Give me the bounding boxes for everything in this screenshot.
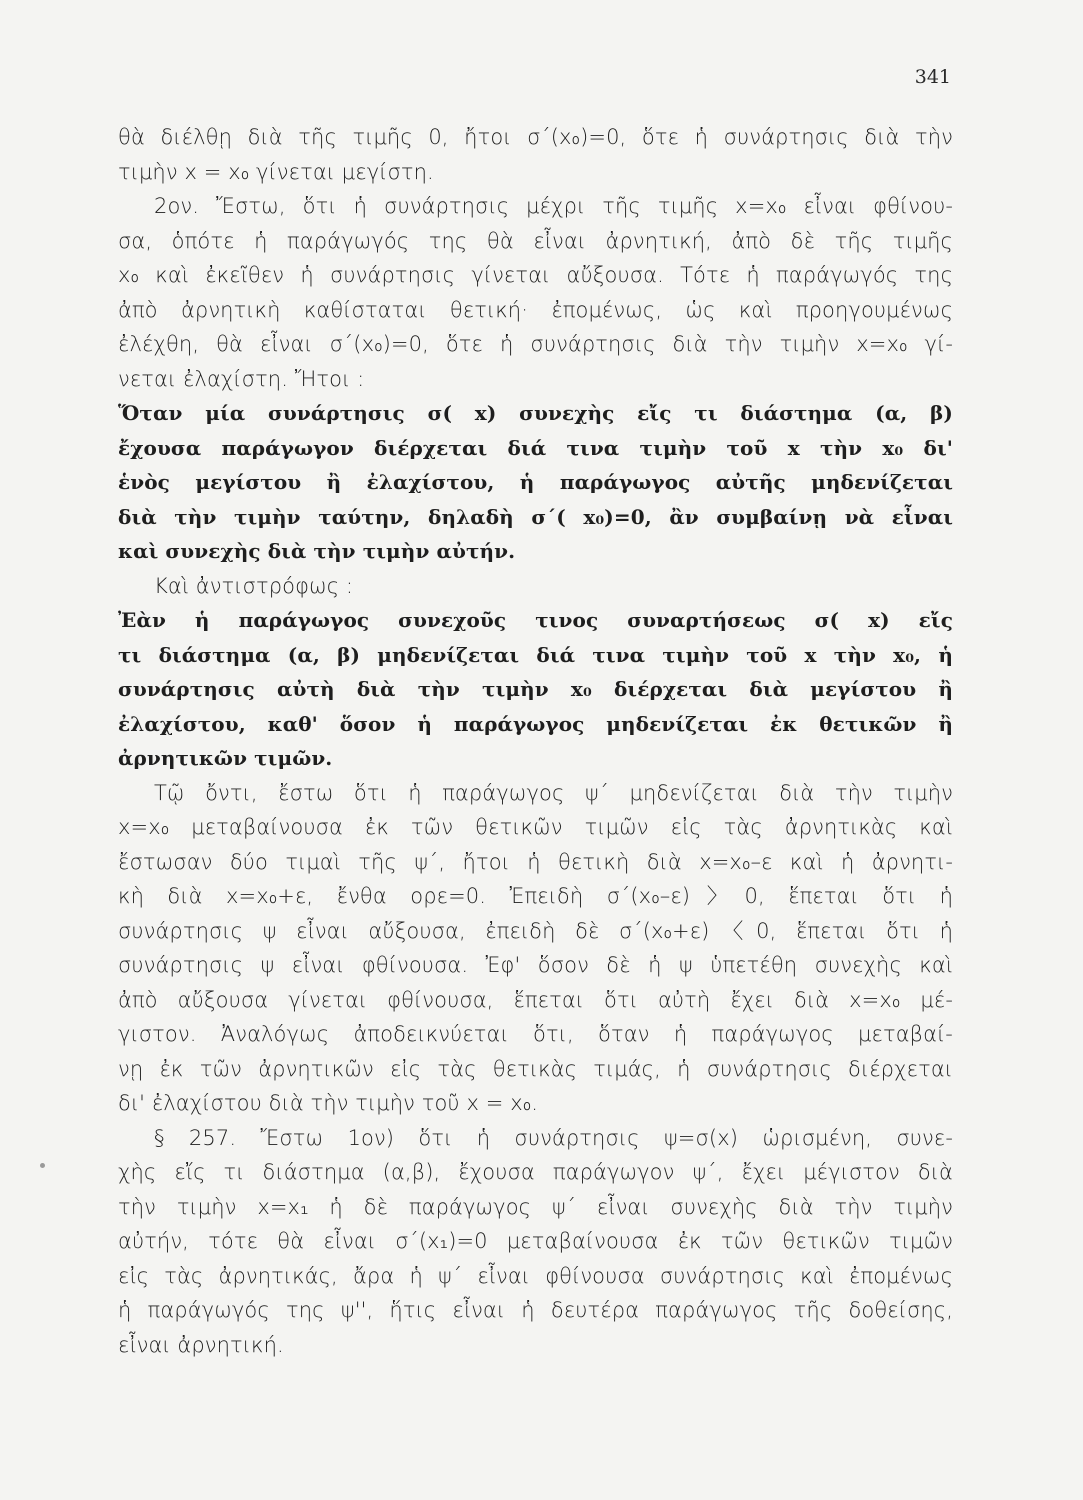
text-line: συνάρτησις ψ εἶναι φθίνουσα. Ἐφ' ὅσον δὲ ἡ ψ ὑπετέθη συνεχὴς καὶ	[118, 953, 953, 977]
text-line: δι' ἐλαχίστου διὰ τὴν τιμὴν τοῦ x = x₀.	[118, 1091, 539, 1115]
text-line: εἶναι ἀρνητική.	[118, 1332, 284, 1357]
theorem-line: διὰ τὴν τιμὴν ταύτην, δηλαδὴ σ΄( x₀)=0, ἂν συμβαίνῃ νὰ εἶναι	[118, 504, 953, 529]
text-line: συνάρτησις ψ εἶναι αὔξουσα, ἐπειδὴ δὲ σ΄(x₀+ε)〈0, ἕπεται ὅτι ἡ	[118, 918, 953, 943]
text-line: νῃ ἐκ τῶν ἀρνητικῶν εἰς τὰς θετικὰς τιμάς, ἡ συνάρτησις διέρχεται	[118, 1056, 953, 1081]
theorem-line: Ἐὰν ἡ παράγωγος συνεχοῦς τινος συναρτήσεως σ( x) εἴς	[118, 608, 953, 632]
text-line: εἰς τὰς ἀρνητικάς, ἄρα ἡ ψ΄ εἶναι φθίνουσα συνάρτησις καὶ ἐπομένως	[118, 1263, 953, 1288]
text-line: 2ον. Ἔστω, ὅτι ἡ συνάρτησις μέχρι τῆς τιμῆς x=x₀ εἶναι φθίνου-	[154, 194, 953, 218]
text-line: ἔστωσαν δύο τιμαὶ τῆς ψ΄, ἤτοι ἡ θετικὴ διὰ x=x₀–ε καὶ ἡ ἀρνητι-	[118, 849, 953, 874]
text-line: χὴς εἴς τι διάστημα (α,β), ἔχουσα παράγωγον ψ΄, ἔχει μέγιστον διὰ	[118, 1160, 953, 1184]
text-line: θὰ διέλθῃ διὰ τῆς τιμῆς 0, ἤτοι σ΄(x₀)=0, ὅτε ἡ συνάρτησις διὰ τὴν	[118, 125, 953, 149]
text-line: τιμὴν x = x₀ γίνεται μεγίστη.	[118, 159, 434, 184]
text-line: ἐλέχθη, θὰ εἶναι σ΄(x₀)=0, ὅτε ἡ συνάρτησις διὰ τὴν τιμὴν x=x₀ γί-	[118, 332, 953, 356]
theorem-line: τι διάστημα (α, β) μηδενίζεται διά τινα τιμὴν τοῦ x τὴν x₀, ἡ	[118, 642, 953, 667]
theorem-line: καὶ συνεχὴς διὰ τὴν τιμὴν αὐτήν.	[118, 539, 516, 563]
page-body	[118, 120, 953, 1362]
text-line: κὴ διὰ x=x₀+ε, ἔνθα ορε=0. Ἐπειδὴ σ΄(x₀–ε)〉0, ἕπεται ὅτι ἡ	[118, 884, 953, 908]
text-line: νεται ἐλαχίστη. Ἤτοι :	[118, 366, 365, 391]
margin-dot	[40, 1163, 45, 1168]
section-line: § 257. Ἔστω 1ον) ὅτι ἡ συνάρτησις ψ=σ(x) ὡρισμένη, συνε-	[154, 1125, 953, 1150]
theorem-line: συνάρτησις αὐτὴ διὰ τὴν τιμὴν x₀ διέρχεται διὰ μεγίστου ἢ	[118, 677, 953, 701]
text-line: ἡ παράγωγός της ψ'', ἥτις εἶναι ἡ δευτέρα παράγωγος τῆς δοθείσης,	[118, 1298, 953, 1322]
text-line: ἀπὸ ἀρνητικὴ καθίσταται θετική· ἐπομένως, ὡς καὶ προηγουμένως	[118, 297, 953, 322]
text-line: x₀ καὶ ἐκεῖθεν ἡ συνάρτησις γίνεται αὔξουσα. Τότε ἡ παράγωγός της	[118, 263, 953, 287]
text-line: τὴν τιμὴν x=x₁ ἡ δὲ παράγωγος ψ΄ εἶναι συνεχὴς διὰ τὴν τιμὴν	[118, 1194, 953, 1219]
text-line: Τῷ ὄντι, ἔστω ὅτι ἡ παράγωγος ψ΄ μηδενίζεται διὰ τὴν τιμὴν	[154, 780, 953, 805]
theorem-line: ἐλαχίστου, καθ' ὅσον ἡ παράγωγος μηδενίζεται ἐκ θετικῶν ἢ	[118, 711, 953, 736]
theorem-line: ἑνὸς μεγίστου ἢ ἐλαχίστου, ἡ παράγωγος αὐτῆς μηδενίζεται	[118, 470, 953, 494]
text-line: γιστον. Ἀναλόγως ἀποδεικνύεται ὅτι, ὅταν ἡ παράγωγος μεταβαί-	[118, 1022, 953, 1046]
text-line: ἀπὸ αὔξουσα γίνεται φθίνουσα, ἕπεται ὅτι αὐτὴ ἔχει διὰ x=x₀ μέ-	[118, 987, 953, 1012]
text-line: Καὶ ἀντιστρόφως :	[154, 573, 354, 598]
text-line: σα, ὁπότε ἡ παράγωγός της θὰ εἶναι ἀρνητική, ἀπὸ δὲ τῆς τιμῆς	[118, 228, 953, 253]
theorem-line: ἔχουσα παράγωγον διέρχεται διά τινα τιμὴν τοῦ x τὴν x₀ δι'	[118, 435, 953, 460]
text-line: αὐτήν, τότε θὰ εἶναι σ΄(x₁)=0 μεταβαίνουσα ἐκ τῶν θετικῶν τιμῶν	[118, 1229, 953, 1253]
text-line: x=x₀ μεταβαίνουσα ἐκ τῶν θετικῶν τιμῶν εἰς τὰς ἀρνητικὰς καὶ	[118, 815, 953, 839]
theorem-line: ἀρνητικῶν τιμῶν.	[118, 746, 333, 770]
page-number: 341	[914, 66, 951, 88]
theorem-line: Ὅταν μία συνάρτησις σ( x) συνεχὴς εἴς τι διάστημα (α, β)	[118, 401, 953, 425]
